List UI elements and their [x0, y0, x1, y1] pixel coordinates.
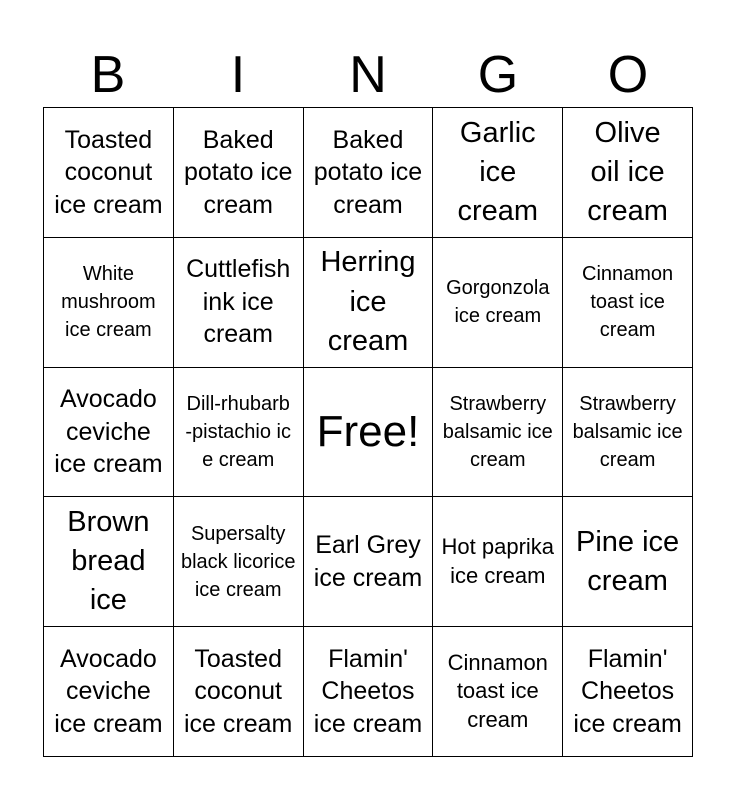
bingo-cell-r5-c4[interactable]: [433, 627, 563, 757]
bingo-cell-r3-c3[interactable]: [304, 368, 434, 498]
cell-label: Brown bread ice: [67, 506, 150, 617]
cell-label: Pine ice cream: [576, 525, 680, 597]
bingo-header: [43, 44, 693, 106]
cell-label: Flamin' Cheetos ice cream: [313, 644, 423, 738]
bingo-cell-r5-c1[interactable]: [44, 627, 174, 757]
cell-label: Baked potato ice cream: [183, 125, 293, 219]
cell-label: Cinnamon toast ice cream: [447, 649, 548, 732]
cell-label: Garlic ice cream: [457, 116, 539, 227]
bingo-cell-r1-c5[interactable]: [563, 108, 693, 238]
cell-label: Avocado ceviche ice cream: [54, 385, 163, 479]
bingo-cell-r2-c5[interactable]: [563, 238, 693, 368]
cell-label: Herring ice cream: [320, 246, 416, 357]
cell-label: Strawberry balsamic ice cream: [572, 392, 683, 471]
bingo-cell-r3-c5[interactable]: [563, 368, 693, 498]
bingo-cell-r2-c2[interactable]: [174, 238, 304, 368]
bingo-cell-r1-c4[interactable]: [433, 108, 563, 238]
cell-label: Supersalty black licorice ice cream: [180, 522, 296, 601]
bingo-cell-r2-c3[interactable]: [304, 238, 434, 368]
cell-label: Avocado ceviche ice cream: [54, 644, 163, 738]
cell-label: Flamin' Cheetos ice cream: [573, 644, 682, 738]
cell-label: Cuttlefish ink ice cream: [186, 255, 291, 349]
bingo-cell-r2-c1[interactable]: [44, 238, 174, 368]
cell-label: Dill-rhubarb-pistachio ice cream: [185, 392, 291, 471]
bingo-cell-r3-c4[interactable]: [433, 368, 563, 498]
bingo-cell-r3-c2[interactable]: [174, 368, 304, 498]
bingo-cell-r1-c2[interactable]: [174, 108, 304, 238]
bingo-cell-r4-c2[interactable]: [174, 497, 304, 627]
cell-label: Toasted coconut ice cream: [184, 644, 293, 738]
cell-label: Hot paprika ice cream: [441, 534, 555, 588]
cell-label: Baked potato ice cream: [313, 125, 423, 219]
bingo-cell-r3-c1[interactable]: [44, 368, 174, 498]
header-letter-g: G: [477, 46, 519, 104]
bingo-cell-r4-c5[interactable]: [563, 497, 693, 627]
bingo-cell-r4-c3[interactable]: [304, 497, 434, 627]
bingo-cell-r4-c4[interactable]: [433, 497, 563, 627]
header-letter-i: I: [230, 46, 246, 104]
cell-label: Gorgonzola ice cream: [446, 277, 550, 328]
bingo-cell-r2-c4[interactable]: [433, 238, 563, 368]
header-letter-n: N: [349, 46, 387, 104]
cell-label: Strawberry balsamic ice cream: [442, 392, 553, 471]
bingo-cell-r1-c3[interactable]: [304, 108, 434, 238]
cell-label: Cinnamon toast ice cream: [582, 263, 674, 342]
bingo-cell-r5-c5[interactable]: [563, 627, 693, 757]
cell-label: Toasted coconut ice cream: [54, 125, 163, 219]
cell-label: White mushroom ice cream: [61, 263, 156, 342]
bingo-cell-r5-c2[interactable]: [174, 627, 304, 757]
header-letter-o: O: [607, 46, 649, 104]
cell-label: Earl Grey ice cream: [313, 531, 423, 592]
bingo-cell-r4-c1[interactable]: [44, 497, 174, 627]
header-letter-b: B: [90, 46, 126, 104]
bingo-cell-r1-c1[interactable]: [44, 108, 174, 238]
free-space-label: Free!: [316, 406, 420, 456]
bingo-cell-r5-c3[interactable]: [304, 627, 434, 757]
cell-label: Olive oil ice cream: [587, 116, 668, 227]
bingo-grid: [43, 107, 693, 757]
